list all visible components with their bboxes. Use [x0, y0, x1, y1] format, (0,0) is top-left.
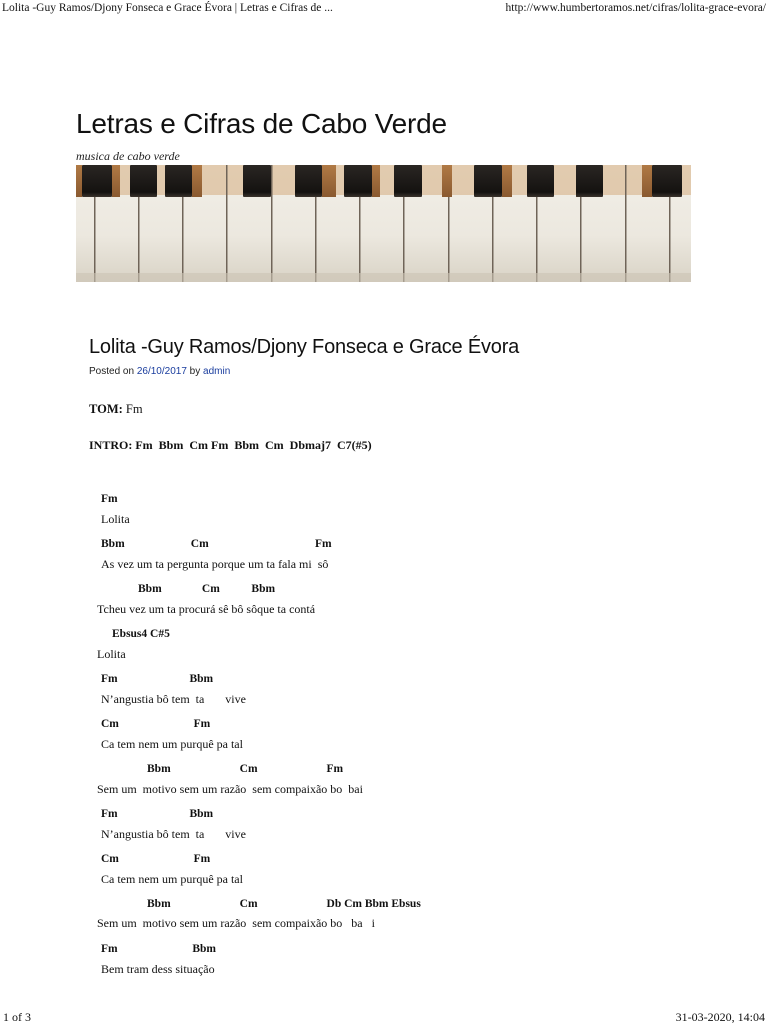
lyric-line: Tcheu vez um ta procurá sê bô sôque ta contá	[97, 602, 316, 616]
post-date-link[interactable]: 26/10/2017	[136, 366, 187, 377]
chord-line: Ebsus4 C#5	[112, 628, 170, 640]
piano-keys-banner	[76, 165, 691, 282]
lyric-line: Bem tram dess situação	[101, 962, 215, 976]
lyric-line: N’angustia bô tem ta vive	[101, 692, 246, 706]
chord-line: Bbm Cm Fm	[147, 763, 344, 775]
posted-on-label: Posted on	[89, 366, 135, 377]
chord-line: Fm Bbm	[101, 673, 214, 685]
by-label: by	[189, 366, 201, 377]
post-title[interactable]: Lolita -Guy Ramos/Djony Fonseca e Grace Évora	[89, 336, 520, 358]
chord-line: Bbm Cm Fm	[101, 538, 332, 550]
print-url[interactable]: http://www.humbertoramos.net/cifras/lolita-grace-evora/	[505, 2, 766, 14]
chord-line: Bbm Cm Bbm	[138, 583, 276, 595]
tom-value: Fm	[125, 402, 143, 416]
chord-line: Fm Bbm	[101, 808, 214, 820]
post-meta	[89, 366, 230, 377]
print-datetime: 31-03-2020, 14:04	[675, 1010, 765, 1024]
lyric-line: Sem um motivo sem um razão sem compaixão bo ba i	[97, 916, 375, 930]
lyric-line: As vez um ta pergunta porque um ta fala mi sô	[101, 557, 329, 571]
post-author-link[interactable]: admin	[203, 366, 231, 377]
chord-line: Fm Bbm	[101, 943, 216, 955]
tom-label: TOM:	[89, 402, 123, 416]
chord-line: Cm Fm	[101, 853, 211, 865]
print-page-title: Lolita -Guy Ramos/Djony Fonseca e Grace Évora | Letras e Cifras de ...	[2, 2, 333, 14]
chord-line: Bbm Cm Db Cm Bbm Ebsus	[147, 898, 421, 910]
chord-line: Fm	[101, 493, 118, 505]
chord-line: Cm Fm	[101, 718, 211, 730]
site-title[interactable]: Letras e Cifras de Cabo Verde	[76, 108, 447, 139]
page-indicator: 1 of 3	[3, 1010, 31, 1024]
lyric-line: Lolita	[101, 512, 130, 526]
lyric-line: Ca tem nem um purquê pa tal	[101, 872, 243, 886]
song-intro: INTRO: Fm Bbm Cm Fm Bbm Cm Dbmaj7 C7(#5)	[89, 438, 372, 452]
lyric-line: Lolita	[97, 647, 126, 661]
print-header	[2, 2, 766, 20]
lyric-line: Sem um motivo sem um razão sem compaixão bo bai	[97, 782, 363, 796]
lyric-line: N’angustia bô tem ta vive	[101, 827, 246, 841]
piano-keys-image	[76, 165, 691, 282]
song-key	[89, 402, 143, 417]
lyric-line: Ca tem nem um purquê pa tal	[101, 737, 243, 751]
site-description: musica de cabo verde	[76, 149, 180, 163]
